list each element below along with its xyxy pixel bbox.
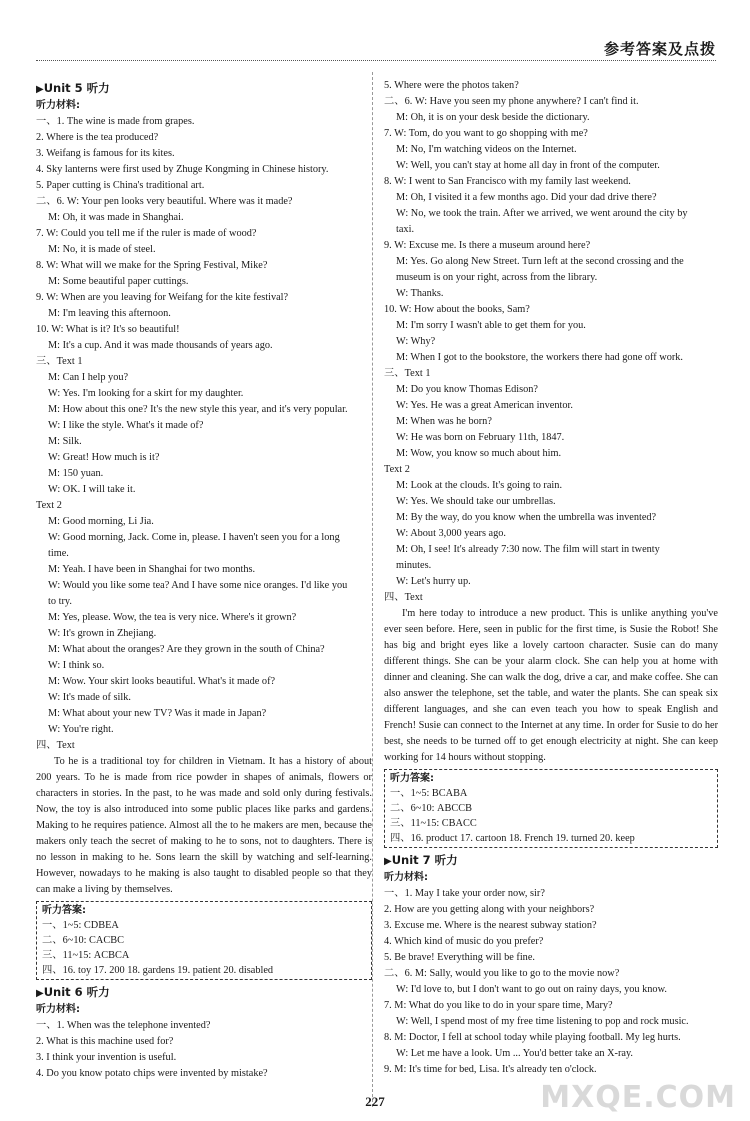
script-line: Text 2 [36,500,62,511]
script-line: Text 2 [384,464,410,475]
unit7-heading: ▶Unit 7 听力 [384,853,458,867]
answer-line: 二、6~10: ABCCB [390,803,472,814]
unit5-answer-box [36,901,372,980]
script-line: W: Would you like some tea? And I have some nice oranges. I'd like you [48,580,348,591]
page-header [0,0,750,62]
script-line: M: 150 yuan. [48,468,104,479]
script-line: time. [48,548,69,559]
unit6-heading: ▶Unit 6 听力 [36,985,110,999]
script-line: 5. Be brave! Everything will be fine. [384,952,535,963]
script-line: M: Can I help you? [48,372,129,383]
script-line: 4. Which kind of music do you prefer? [384,936,544,947]
triangle-icon: ▶ [36,84,44,95]
script-line: 一、1. The wine is made from grapes. [36,116,195,127]
script-line: 2. What is this machine used for? [36,1036,174,1047]
script-line: W: It's made of silk. [48,692,131,703]
script-line: 四、Text [36,740,75,751]
script-line: W: Let me have a look. Um ... You'd better take an X-ray. [396,1048,633,1059]
script-line: W: Why? [396,336,436,347]
script-line: 7. M: What do you like to do in your spare time, Mary? [384,1000,613,1011]
script-line: M: What about the oranges? Are they grown in the south of China? [48,644,325,655]
script-line: M: Oh, I see! It's already 7:30 now. The film will start in twenty [396,544,660,555]
script-line: 三、Text 1 [384,368,431,379]
unit5-passage: To he is a traditional toy for children in Vietnam. It has a history of about 200 years. To he is made from rice powder in shapes of animals, flowers or characters in stories. In the past, to he was made and sold only during festivals. Now, the toy is also introduced into some public places like parks and gardens. Making to he requires patience. Almost all the to he makers are men, because the makers only teach the secret of making to he to sons, not to daughters. There is no lesson in making to he. Sons learn the skill by watching and self-learning. However, nowadays to he making is also taught to disabled people so that they can make a living by themselves. [36,756,372,895]
script-line: 一、1. May I take your order now, sir? [384,888,545,899]
script-line: M: What about your new TV? Was it made in Japan? [48,708,267,719]
script-line: 2. How are you getting along with your neighbors? [384,904,595,915]
script-line: M: Wow. Your skirt looks beautiful. What's it made of? [48,676,276,687]
answer-box-title: 听力答案: [42,905,86,916]
script-line: 2. Where is the tea produced? [36,132,159,143]
script-line: M: When I got to the bookstore, the workers there had gone off work. [396,352,684,363]
script-line: 9. M: It's time for bed, Lisa. It's already ten o'clock. [384,1064,597,1075]
script-line: W: Let's hurry up. [396,576,471,587]
script-line: 8. W: I went to San Francisco with my family last weekend. [384,176,631,187]
page-number: 227 [365,1094,385,1109]
script-line: 3. Weifang is famous for its kites. [36,148,175,159]
script-line: M: Yes, please. Wow, the tea is very nice. Where's it grown? [48,612,297,623]
script-line: 10. W: How about the books, Sam? [384,304,530,315]
script-line: museum is on your right, across from the library. [396,272,598,283]
unit6-material-label: 听力材料: [36,1004,80,1015]
answer-line: 三、11~15: ACBCA [42,950,130,961]
script-line: M: No, it is made of steel. [48,244,156,255]
script-line: 5. Paper cutting is China's traditional art. [36,180,205,191]
script-line: M: How about this one? It's the new style this year, and it's very popular. [48,404,348,415]
answer-line: 二、6~10: CACBC [42,935,124,946]
script-line: W: Great! How much is it? [48,452,160,463]
script-line: W: Well, I spend most of my free time listening to pop and rock music. [396,1016,689,1027]
script-line: 3. I think your invention is useful. [36,1052,177,1063]
script-line: W: No, we took the train. After we arrived, we went around the city by [396,208,688,219]
script-line: 3. Excuse me. Where is the nearest subway station? [384,920,597,931]
script-line: W: You're right. [48,724,114,735]
answer-box-title: 听力答案: [390,773,434,784]
script-line: 4. Sky lanterns were first used by Zhuge Kongming in Chinese history. [36,164,329,175]
unit7-script [384,886,718,1078]
answer-line: 一、1~5: BCABA [390,788,468,799]
script-line: M: I'm leaving this afternoon. [48,308,171,319]
script-line: W: I'd love to, but I don't want to go out on rainy days, you know. [396,984,667,995]
left-column [36,78,372,1082]
script-line: 二、6. W: Your pen looks very beautiful. Where was it made? [36,196,293,207]
script-line: 7. W: Could you tell me if the ruler is made of wood? [36,228,257,239]
header-title: 参考答案及点拨 [603,40,716,58]
script-line: M: Look at the clouds. It's going to rain. [396,480,563,491]
script-line: W: Well, you can't stay at home all day in front of the computer. [396,160,660,171]
unit5-material-label: 听力材料: [36,100,80,111]
script-line: 10. W: What is it? It's so beautiful! [36,324,180,335]
script-line: M: By the way, do you know when the umbrella was invented? [396,512,657,523]
script-line: M: Silk. [48,436,82,447]
script-line: 一、1. When was the telephone invented? [36,1020,211,1031]
unit6-answer-box [384,769,718,848]
script-line: 二、6. W: Have you seen my phone anywhere? I can't find it. [384,96,639,107]
unit6-script-start [36,1018,372,1082]
script-line: M: Wow, you know so much about him. [396,448,562,459]
script-line: 二、6. M: Sally, would you like to go to the movie now? [384,968,620,979]
script-line: M: Oh, it was made in Shanghai. [48,212,184,223]
script-line: M: It's a cup. And it was made thousands of years ago. [48,340,273,351]
script-line: W: Yes. I'm looking for a skirt for my daughter. [48,388,244,399]
script-line: M: Some beautiful paper cuttings. [48,276,189,287]
script-line: W: Yes. We should take our umbrellas. [396,496,556,507]
unit5-heading: ▶Unit 5 听力 [36,81,110,95]
unit6-passage: I'm here today to introduce a new product. This is unlike anything you've ever seen before. Here, seen in public for the first time, is Susie the Robot! She has big and bright eyes like a lovely cartoon character. Susie can do many different things. She can be your alarm clock. She can help you at home with dinner and cleaning. She can walk the dog, drive a car, and make coffee. She can also answer the telephone, set the table, and water the plants. She can speak six different languages, and she can even teach you how to speak English and French! Susie can connect to the Internet at any time. In order for Susie to do her best, she needs to be turned off to get enough electricity at night. She can keep working for 14 hours without stopping. [384,608,718,763]
script-line: M: Good morning, Li Jia. [48,516,154,527]
script-line: M: No, I'm watching videos on the Internet. [396,144,577,155]
script-line: W: It's grown in Zhejiang. [48,628,157,639]
script-line: 4. Do you know potato chips were invented by mistake? [36,1068,268,1079]
script-line: M: I'm sorry I wasn't able to get them for you. [396,320,586,331]
watermark: MXQE.COM [540,1080,736,1115]
header-rule [36,60,716,61]
unit7-material-label: 听力材料: [384,872,428,883]
script-line: W: Yes. He was a great American inventor. [396,400,573,411]
script-line: 9. W: Excuse me. Is there a museum around here? [384,240,591,251]
script-line: W: OK. I will take it. [48,484,136,495]
triangle-icon: ▶ [384,856,392,867]
script-line: 8. M: Doctor, I fell at school today while playing football. My leg hurts. [384,1032,681,1043]
script-line: W: Thanks. [396,288,444,299]
script-line: M: Oh, it is on your desk beside the dictionary. [396,112,590,123]
answer-line: 三、11~15: CBACC [390,818,477,829]
answer-line: 四、16. toy 17. 200 18. gardens 19. patient 20. disabled [42,965,274,976]
script-line: M: Yeah. I have been in Shanghai for two months. [48,564,256,575]
answer-line: 一、1~5: CDBEA [42,920,119,931]
answer-line: 四、16. product 17. cartoon 18. French 19. turned 20. keep [390,833,635,844]
unit5-script-part1 [36,114,372,530]
script-line: W: About 3,000 years ago. [396,528,507,539]
column-divider [372,72,373,1107]
script-line: to try. [48,596,72,607]
unit6-script-continued [384,78,718,606]
script-line: W: I like the style. What's it made of? [48,420,204,431]
script-line: 三、Text 1 [36,356,83,367]
script-line: 9. W: When are you leaving for Weifang for the kite festival? [36,292,289,303]
script-line: taxi. [396,224,415,235]
script-line: W: Good morning, Jack. Come in, please. I haven't seen you for a long [48,532,340,543]
script-line: W: He was born on February 11th, 1847. [396,432,565,443]
script-line: M: Yes. Go along New Street. Turn left at the second crossing and the [396,256,684,267]
script-line: W: I think so. [48,660,105,671]
unit5-script-part2 [36,530,372,754]
script-line: minutes. [396,560,432,571]
script-line: 7. W: Tom, do you want to go shopping with me? [384,128,588,139]
script-line: 5. Where were the photos taken? [384,80,519,91]
script-line: 8. W: What will we make for the Spring Festival, Mike? [36,260,268,271]
script-line: M: Do you know Thomas Edison? [396,384,538,395]
script-line: 四、Text [384,592,423,603]
script-line: M: Oh, I visited it a few months ago. Did your dad drive there? [396,192,657,203]
triangle-icon: ▶ [36,988,44,999]
right-column [384,78,718,1078]
script-line: M: When was he born? [396,416,492,427]
